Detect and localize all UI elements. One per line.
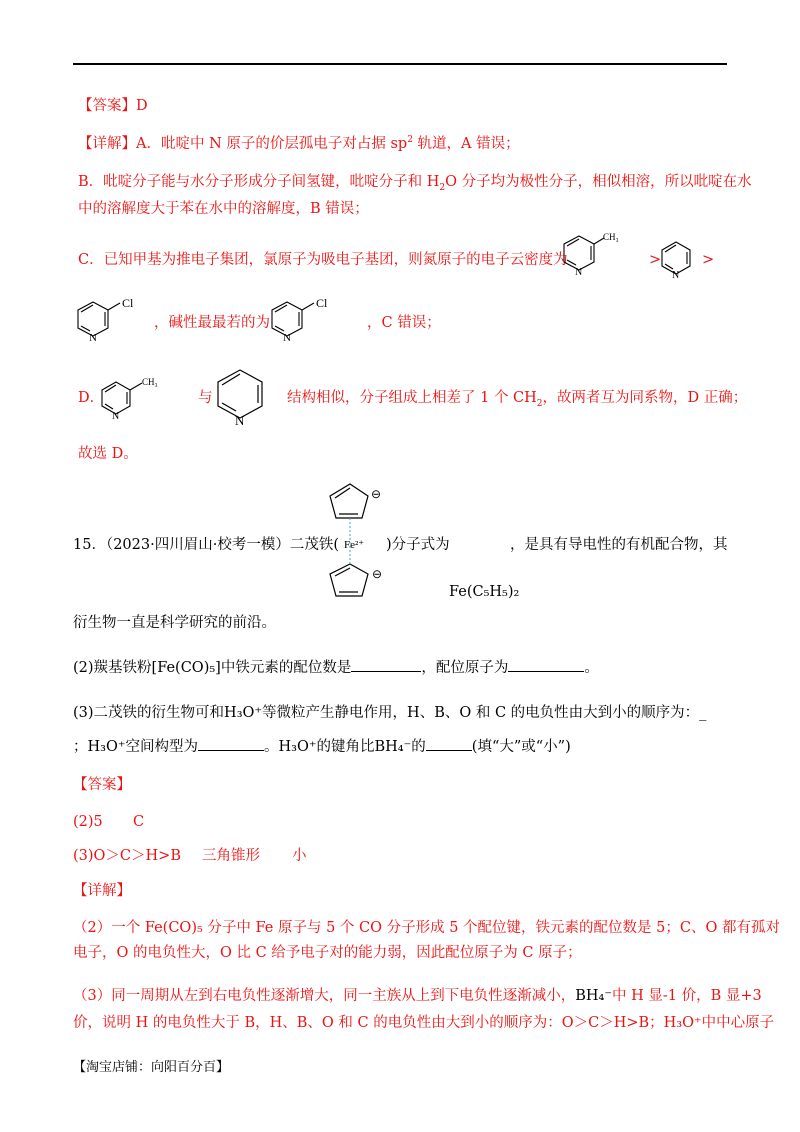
detail-2-part-2-line-2: 电子，O 的电负性大，O 比 C 给予电子对的能力弱，因此配位原子为 C 原子； xyxy=(73,945,582,961)
ferrocene-formula: Fe(C₅H₅)₂ xyxy=(449,584,520,600)
svg-text:N: N xyxy=(283,332,291,344)
pyridine-structure-1 xyxy=(656,238,696,280)
question-15-line-1: 15．（2023·四川眉山·校考一模）二茂铁( xyxy=(73,537,339,553)
question-number: 15． xyxy=(73,537,106,553)
detail-b-line-1: B．吡啶分子能与水分子形成分子间氢键，吡啶分子和 $H_2O$ 分子均为极性分子，相似相溶，所以吡啶在水 xyxy=(78,174,752,193)
detail-2-part-3-line-1: （3）同一周期从左到右电负性逐渐增大，同一主族从上到下电负性逐渐减小，BH₄⁻中 H 显-1 价，B 显+3 xyxy=(73,988,762,1004)
svg-text:CH₃: CH₃ xyxy=(603,232,619,242)
gt-sign-2: > xyxy=(702,252,715,268)
detail-a-line: 【详解】A．吡啶中 N 原子的价层孤电子对占据 $sp^2$ 轨道，A 错误； xyxy=(78,135,520,152)
footer-shop: 【淘宝店铺：向阳百分百】 xyxy=(73,1060,230,1075)
borohydride-ion: BH₄⁻ xyxy=(575,988,613,1004)
svg-text:⊖: ⊖ xyxy=(372,567,383,581)
svg-text:CH₃: CH₃ xyxy=(142,377,158,387)
svg-text:N: N xyxy=(235,413,245,428)
detail-c-line-3: ，C 错误； xyxy=(367,315,441,331)
svg-text:N: N xyxy=(575,267,583,278)
answer-2-part-3-angle: 小 xyxy=(292,848,307,864)
detail-d-line: 结构相似，分子组成上相差了 1 个 $CH_2$，故两者互为同系物，D 正确； xyxy=(287,390,748,409)
svg-text:Cl: Cl xyxy=(316,296,328,310)
question-15-part-2: (2)羰基铁粉[Fe(CO)₅]中铁元素的配位数是 ，配位原子为 。 xyxy=(73,657,599,678)
question-15-formula-prompt: )分子式为 xyxy=(386,537,450,553)
answer-label: 【答案】 xyxy=(78,98,136,114)
detail-d-with: 与 xyxy=(198,390,213,406)
hydronium-ion: H₃O⁺ xyxy=(224,705,263,721)
pyridine-structure-2 xyxy=(210,364,270,428)
detail-d-label: D． xyxy=(78,390,105,406)
answer-2-part-3-geometry: 三角锥形 xyxy=(202,848,260,864)
answer-value: D xyxy=(136,98,148,114)
answer-blank-geometry[interactable] xyxy=(198,736,264,751)
methylpyridine-structure-1 xyxy=(546,228,619,280)
chloropyridine-structure-2 xyxy=(266,292,346,344)
detail-b-line-2: 中的溶解度大于苯在水中的溶解度，B 错误； xyxy=(78,201,369,217)
answer-blank-bond-angle[interactable] xyxy=(426,736,472,751)
detail-c-line-2: ，碱性最最若的为 xyxy=(154,315,270,331)
svg-text:N: N xyxy=(89,332,97,344)
detail-2-part-3-line-2: 价，说明 H 的电负性大于 B，H、B、O 和 C 的电负性由大到小的顺序为：O＞C＞H>B；H₃O⁺中中心原子 xyxy=(73,1015,775,1031)
chloropyridine-structure-1 xyxy=(72,292,152,344)
gt-sign-1: > xyxy=(649,252,662,268)
methylpyridine-structure-2 xyxy=(96,372,172,424)
answer-2-part-2: (2)5 xyxy=(73,814,103,830)
answer-2-part-2-atom: C xyxy=(133,814,145,830)
detail-label-2: 【详解】 xyxy=(73,883,131,899)
svg-text:N: N xyxy=(112,411,120,422)
question-15-line-1-end: ，是具有导电性的有机配合物，其 xyxy=(510,537,728,553)
detail-c-line-1: C．已知甲基为推电子集团，氯原子为吸电子基团，则氮原子的电子云密度为 xyxy=(78,252,568,268)
iron-carbonyl-formula: [Fe(CO)₅] xyxy=(151,660,221,676)
answer-line-1 xyxy=(78,96,148,116)
answer-blank-coordinating-atom[interactable] xyxy=(508,657,584,672)
detail-label: 【详解】 xyxy=(78,136,136,152)
svg-text:Fe²⁺: Fe²⁺ xyxy=(344,539,365,551)
detail-conclusion: 故选 D。 xyxy=(78,446,138,462)
question-15-part-3-line-1: (3)二茂铁的衍生物可和H₃O⁺等微粒产生静电作用，H、B、O 和 C 的电负性由大到小的顺序为：_ xyxy=(73,705,707,721)
svg-text:N: N xyxy=(672,270,680,281)
question-15-line-2: 衍生物一直是科学研究的前沿。 xyxy=(73,615,276,631)
header-rule xyxy=(73,63,727,65)
svg-text:⊖: ⊖ xyxy=(371,487,382,501)
detail-2-part-2-line-1: （2）一个 Fe(CO)₅ 分子中 Fe 原子与 5 个 CO 分子形成 5 个配位键，铁元素的配位数是 5；C、O 都有孤对 xyxy=(73,920,780,936)
svg-text:Cl: Cl xyxy=(122,296,134,310)
answer-blank-coordination-number[interactable] xyxy=(351,657,421,672)
answer-2-part-3: (3)O＞C＞H>B xyxy=(73,848,181,864)
answer-label-2: 【答案】 xyxy=(73,777,131,793)
question-15-part-3-line-2: ；H₃O⁺空间构型为 。H₃O⁺的键角比BH₄⁻的 (填“大”或“小”) xyxy=(73,736,571,757)
question-source: （2023·四川眉山·校考一模） xyxy=(105,537,290,553)
